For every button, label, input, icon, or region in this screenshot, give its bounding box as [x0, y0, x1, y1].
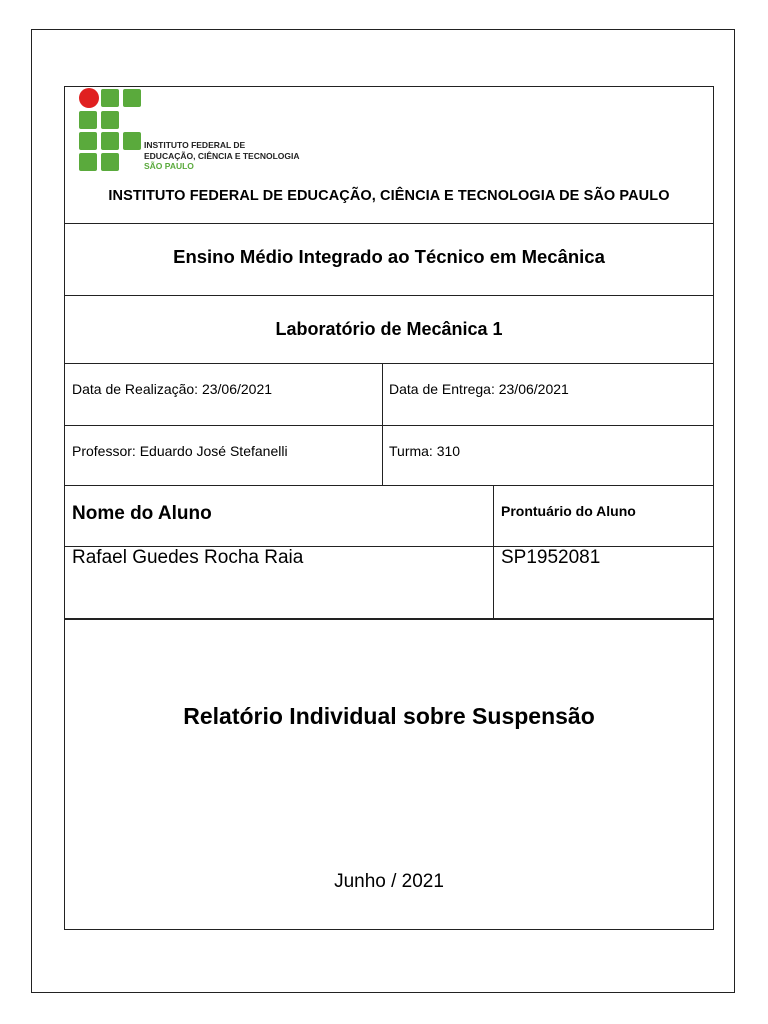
logo-square: [101, 111, 119, 129]
logo-square: [79, 111, 97, 129]
report-title: Relatório Individual sobre Suspensão: [183, 703, 595, 729]
logo-line-2: EDUCAÇÃO, CIÊNCIA E TECNOLOGIA: [144, 151, 300, 161]
delivery-date: Data de Entrega: 23/06/2021: [389, 381, 569, 397]
logo-square: [123, 89, 141, 107]
ifsp-logo: [71, 87, 311, 177]
logo-square: [101, 153, 119, 171]
logo-red-dot: [79, 88, 99, 108]
lab-title: Laboratório de Mecânica 1: [275, 319, 503, 339]
column-divider: [493, 547, 494, 618]
student-name-header: Nome do Aluno: [72, 503, 212, 524]
logo-square: [101, 132, 119, 150]
header-section: [65, 87, 713, 224]
student-header-section: [65, 486, 713, 547]
student-id-header: Prontuário do Aluno: [501, 503, 636, 519]
logo-square: [123, 132, 141, 150]
realization-date: Data de Realização: 23/06/2021: [72, 381, 273, 397]
cover-form: [64, 86, 714, 930]
logo-line-1: INSTITUTO FEDERAL DE: [144, 140, 246, 150]
logo-square: [79, 132, 97, 150]
dates-section: [65, 364, 713, 426]
logo-square: [101, 89, 119, 107]
professor-name: Professor: Eduardo José Stefanelli: [72, 443, 288, 459]
column-divider: [493, 486, 494, 546]
lab-section: [65, 296, 713, 364]
column-divider: [382, 364, 383, 425]
course-title: Ensino Médio Integrado ao Técnico em Mecânica: [173, 246, 605, 267]
column-divider: [382, 426, 383, 485]
class-number: Turma: 310: [389, 443, 461, 459]
student-value-section: [65, 547, 713, 620]
student-id: SP1952081: [501, 547, 601, 568]
logo-line-3: SÃO PAULO: [144, 161, 194, 171]
professor-section: [65, 426, 713, 486]
student-name: Rafael Guedes Rocha Raia: [72, 547, 304, 568]
course-section: [65, 224, 713, 296]
report-date: Junho / 2021: [334, 871, 444, 892]
logo-square: [79, 153, 97, 171]
institution-name: INSTITUTO FEDERAL DE EDUCAÇÃO, CIÊNCIA E TECNOLOGIA DE SÃO PAULO: [108, 188, 670, 204]
